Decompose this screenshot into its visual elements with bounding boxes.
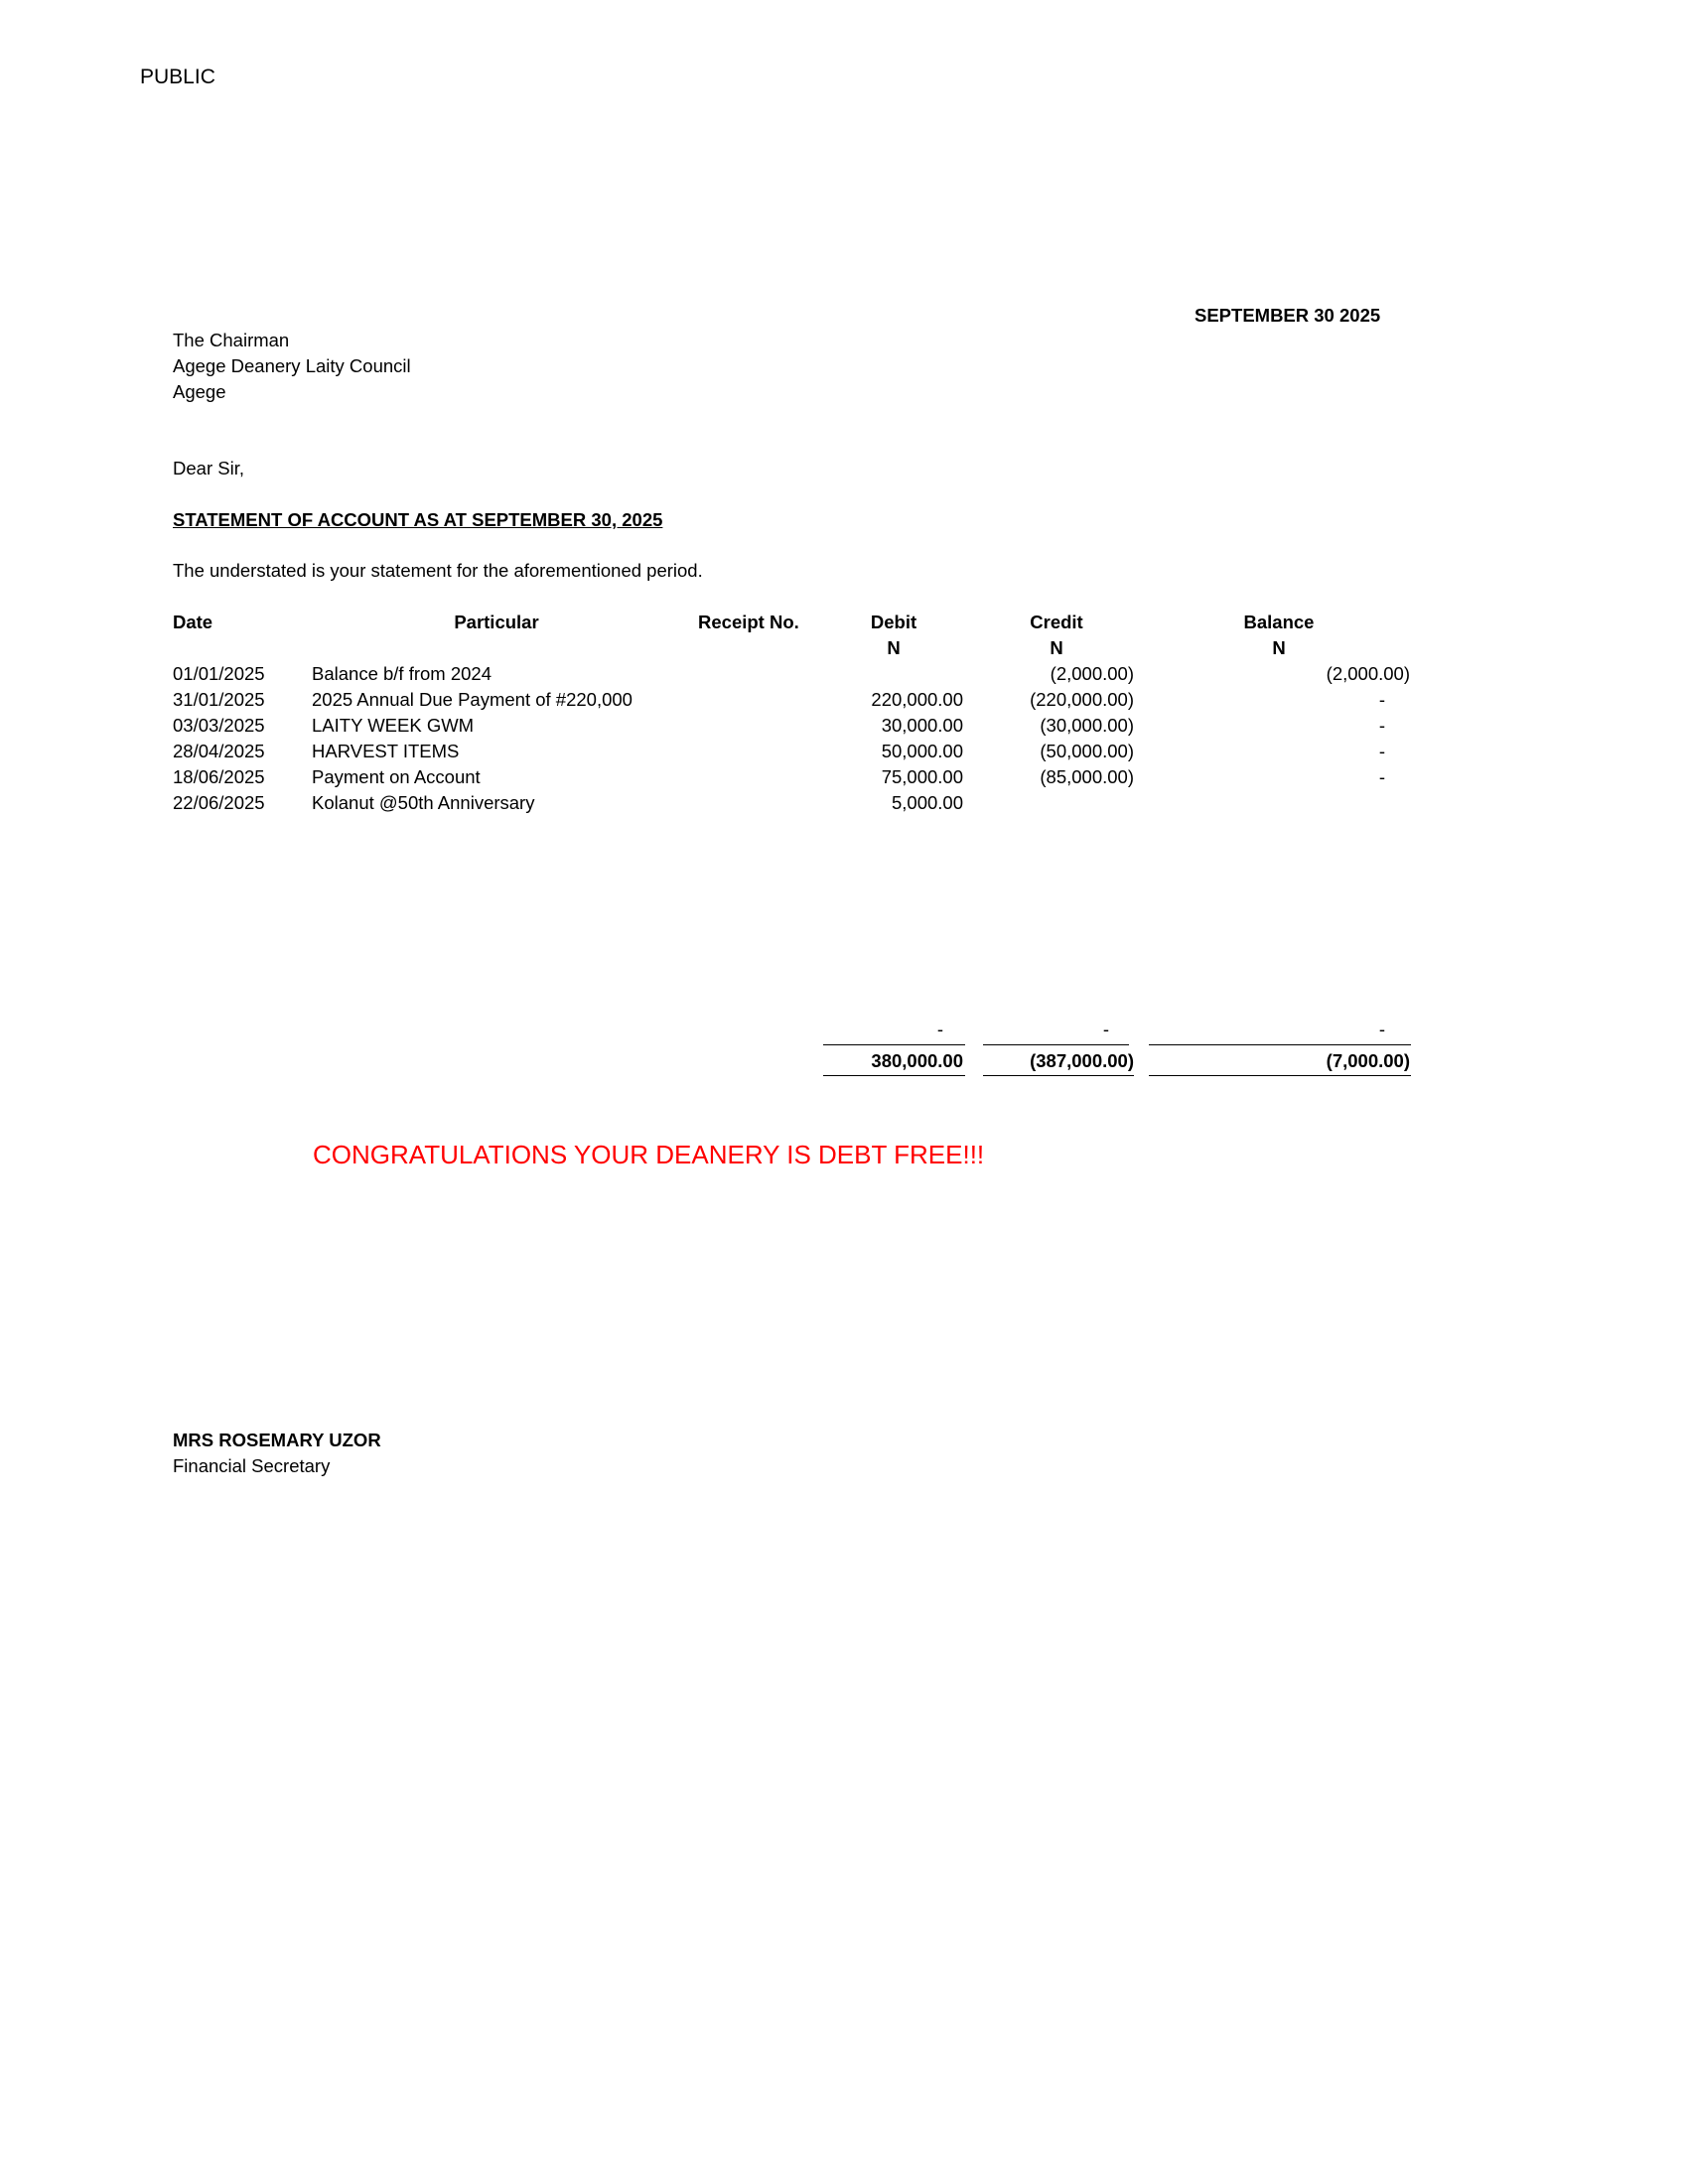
row-balance: - — [1378, 689, 1385, 710]
row-balance: - — [1378, 715, 1385, 736]
total-balance-bottom-rule — [1149, 1075, 1411, 1076]
header-balance: Balance — [1243, 612, 1315, 632]
subtotal-balance: - — [1378, 1019, 1385, 1039]
row-date: 18/06/2025 — [173, 766, 265, 787]
total-credit-top-rule — [983, 1044, 1129, 1045]
row-particular: Kolanut @50th Anniversary — [312, 792, 535, 813]
salutation: Dear Sir, — [173, 458, 244, 478]
classification-label: PUBLIC — [140, 66, 215, 88]
row-credit: (85,000.00) — [1040, 766, 1134, 787]
row-date: 03/03/2025 — [173, 715, 265, 736]
row-debit: 50,000.00 — [881, 741, 963, 761]
signatory-title: Financial Secretary — [173, 1455, 331, 1476]
total-credit-bottom-rule — [983, 1075, 1134, 1076]
row-date: 28/04/2025 — [173, 741, 265, 761]
letter-date: SEPTEMBER 30 2025 — [1195, 305, 1381, 326]
recipient-line-1: The Chairman — [173, 330, 290, 350]
balance-currency: N — [1272, 637, 1286, 658]
row-date: 22/06/2025 — [173, 792, 265, 813]
row-balance: - — [1378, 766, 1385, 787]
row-debit: 75,000.00 — [881, 766, 963, 787]
header-receipt-no: Receipt No. — [698, 612, 799, 632]
total-debit: 380,000.00 — [871, 1050, 963, 1071]
total-credit: (387,000.00) — [1030, 1050, 1134, 1071]
subtotal-credit: - — [1102, 1019, 1109, 1039]
total-debit-top-rule — [823, 1044, 965, 1045]
row-credit: (30,000.00) — [1040, 715, 1134, 736]
row-particular: Payment on Account — [312, 766, 481, 787]
row-debit: 30,000.00 — [881, 715, 963, 736]
row-date: 01/01/2025 — [173, 663, 265, 684]
total-balance: (7,000.00) — [1326, 1050, 1410, 1071]
total-debit-bottom-rule — [823, 1075, 965, 1076]
header-date: Date — [173, 612, 213, 632]
intro-text: The understated is your statement for the aforementioned period. — [173, 560, 703, 581]
row-credit: (2,000.00) — [1050, 663, 1134, 684]
row-particular: LAITY WEEK GWM — [312, 715, 475, 736]
row-debit: 5,000.00 — [891, 792, 963, 813]
row-date: 31/01/2025 — [173, 689, 265, 710]
header-credit: Credit — [1030, 612, 1083, 632]
row-balance: (2,000.00) — [1326, 663, 1410, 684]
row-particular: Balance b/f from 2024 — [312, 663, 492, 684]
row-particular: 2025 Annual Due Payment of #220,000 — [312, 689, 633, 710]
total-balance-top-rule — [1149, 1044, 1411, 1045]
row-particular: HARVEST ITEMS — [312, 741, 460, 761]
row-debit: 220,000.00 — [871, 689, 963, 710]
statement-title: STATEMENT OF ACCOUNT AS AT SEPTEMBER 30, 2025 — [173, 509, 663, 530]
recipient-line-3: Agege — [173, 381, 226, 402]
row-balance: - — [1378, 741, 1385, 761]
row-credit: (220,000.00) — [1030, 689, 1134, 710]
recipient-line-2: Agege Deanery Laity Council — [173, 355, 411, 376]
signatory-name: MRS ROSEMARY UZOR — [173, 1430, 381, 1450]
credit-currency: N — [1050, 637, 1063, 658]
debt-free-notice: CONGRATULATIONS YOUR DEANERY IS DEBT FREE!!! — [313, 1140, 985, 1169]
header-debit: Debit — [870, 612, 917, 632]
row-credit: (50,000.00) — [1040, 741, 1134, 761]
header-particular: Particular — [454, 612, 539, 632]
subtotal-debit: - — [936, 1019, 943, 1039]
debit-currency: N — [887, 637, 901, 658]
